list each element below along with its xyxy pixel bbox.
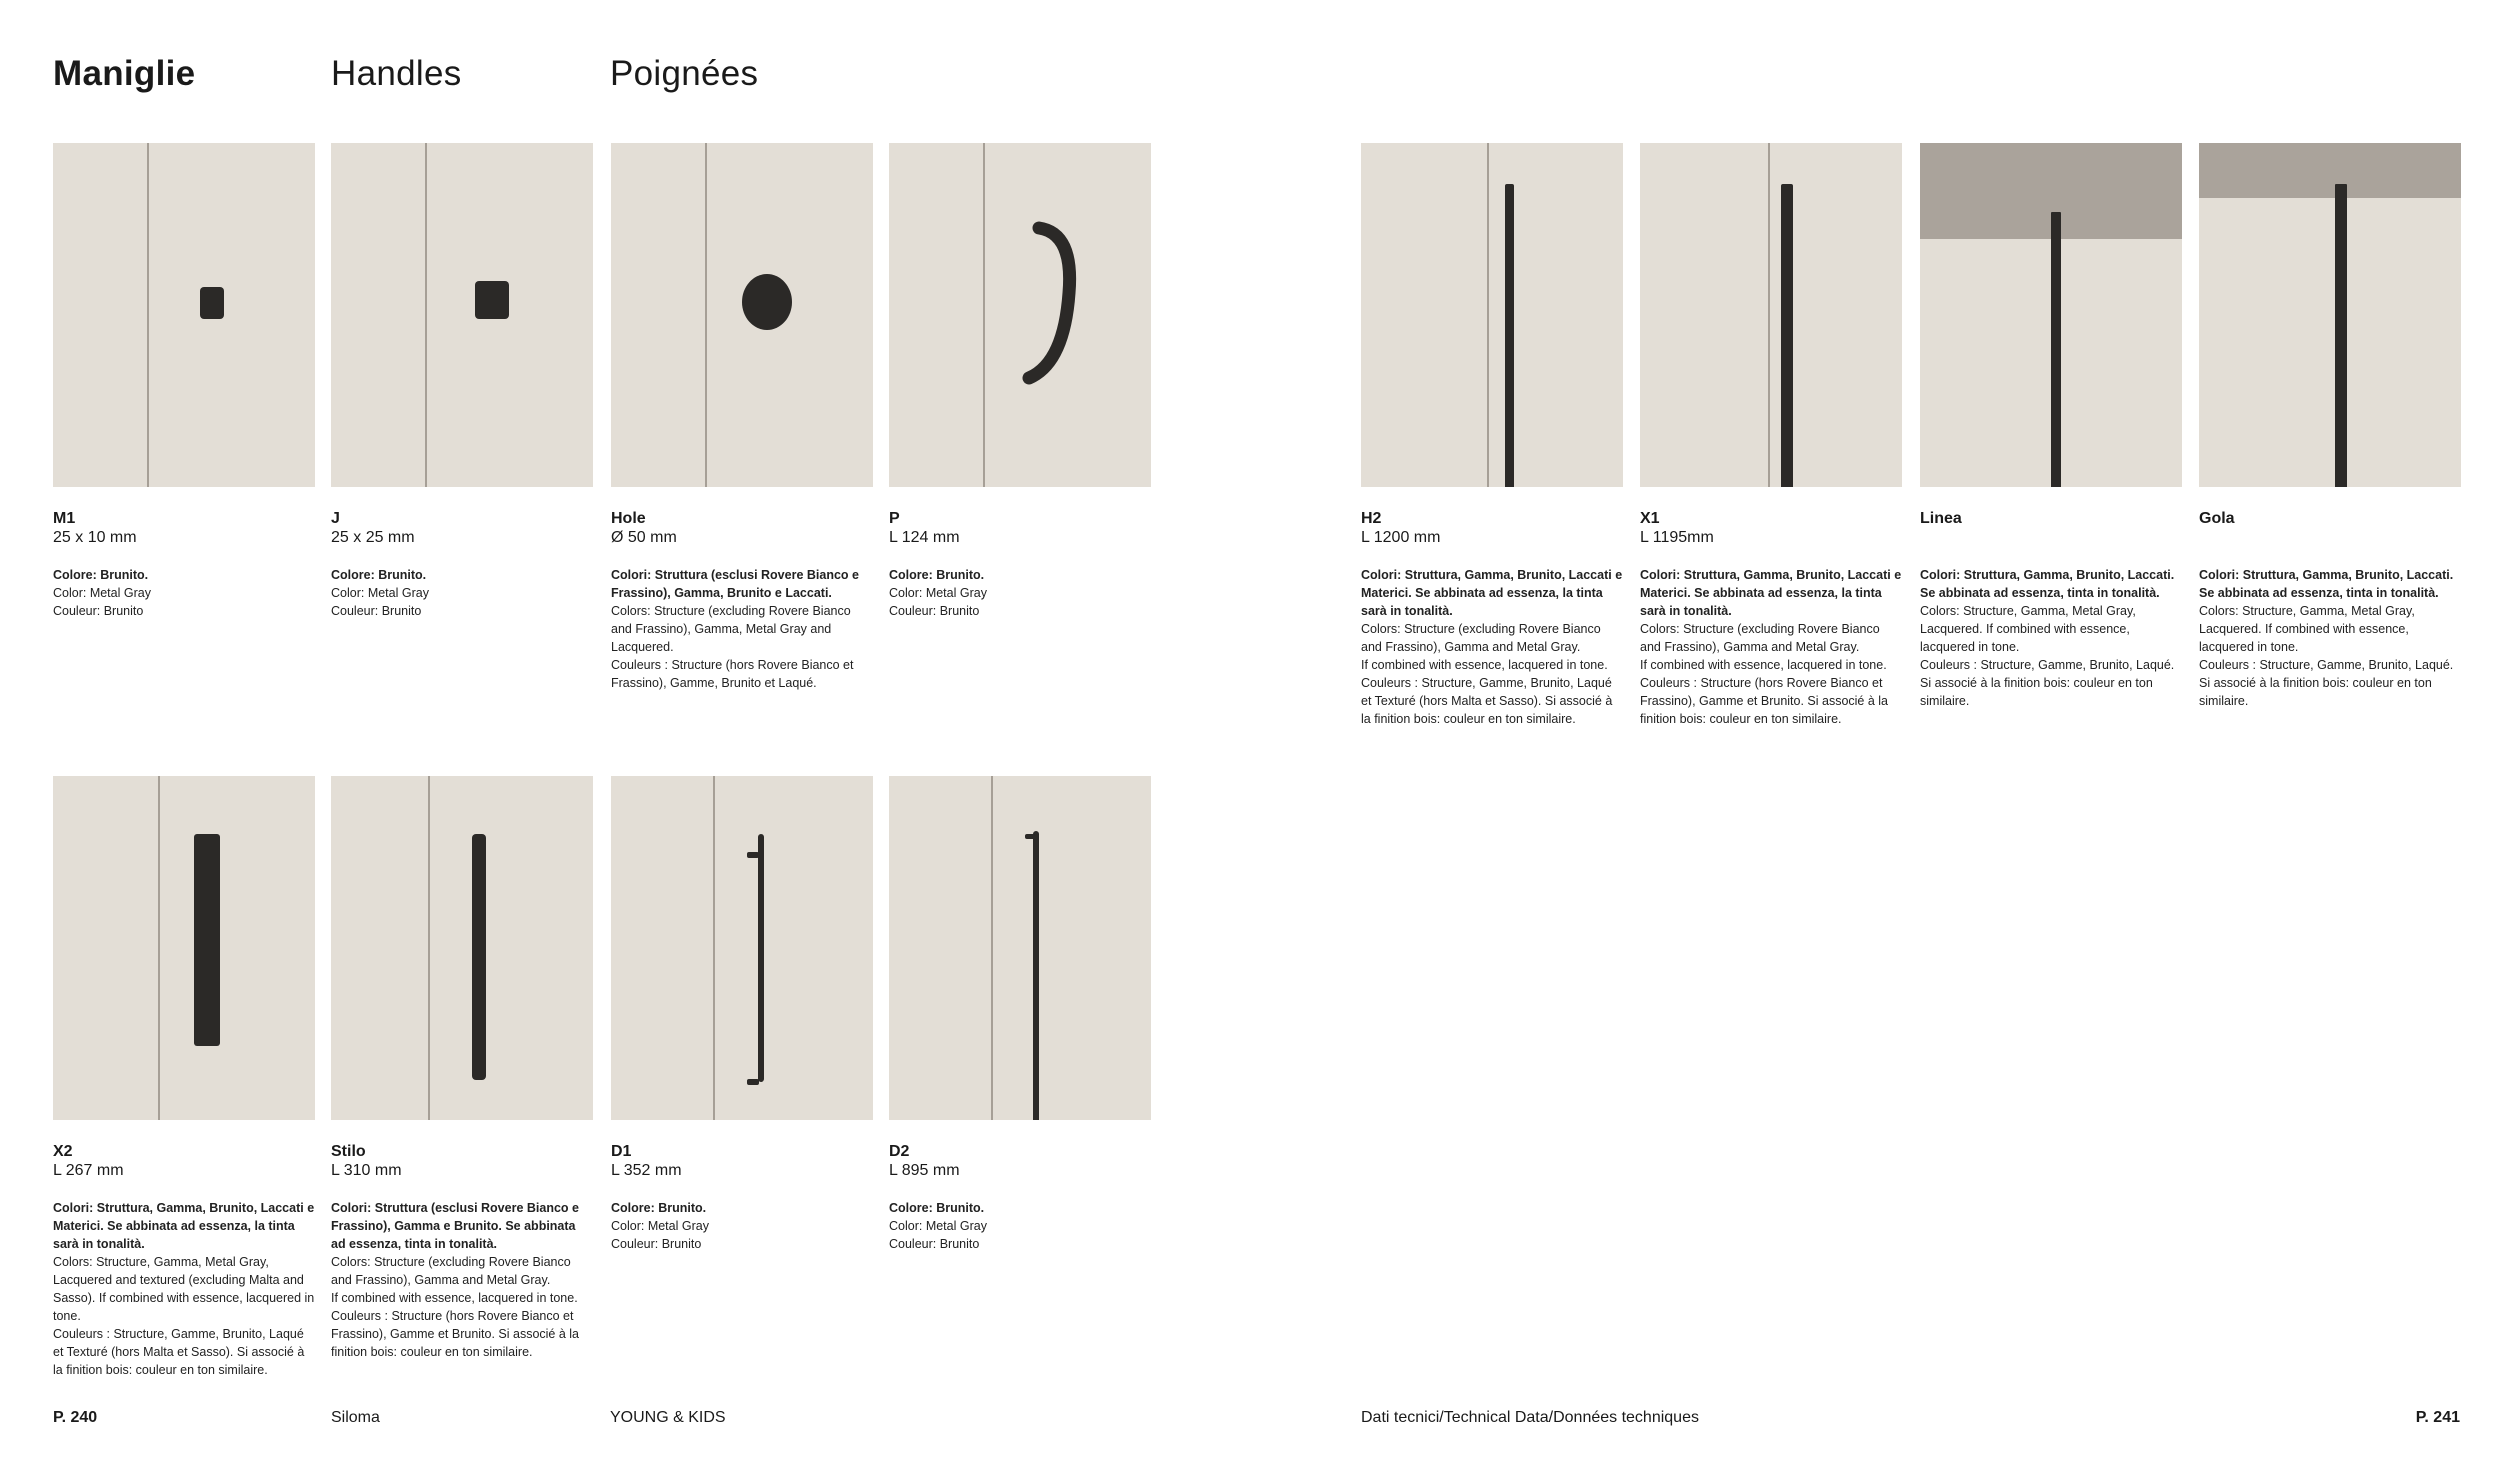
handle-shape (747, 852, 759, 858)
handle-size (2199, 528, 2461, 547)
brand-name: Siloma (331, 1409, 380, 1426)
description-line: Couleurs : Structure (hors Rovere Bianco et Frassino), Gamme et Brunito. Si associé à la finition bois: couleur en ton similaire. (331, 1309, 580, 1359)
description-line: Colors: Structure, Gamma, Metal Gray, Lacquered. If combined with essence, lacquered in tone. (1920, 604, 2136, 654)
handle-photo (889, 143, 1151, 487)
collection-name: YOUNG & KIDS (610, 1409, 726, 1426)
handle-shape (200, 287, 224, 319)
description-line: If combined with essence, lacquered in tone. (1640, 658, 1887, 672)
handle-card-hole (611, 143, 873, 692)
handle-photo (331, 776, 593, 1120)
description-line: Couleurs : Structure, Gamme, Brunito, Laqué. Si associé à la finition bois: couleur en ton similaire. (1920, 658, 2175, 708)
description-line: Colors: Structure, Gamma, Metal Gray, Lacquered. If combined with essence, lacquered in tone. (2199, 604, 2415, 654)
description-line: Couleurs : Structure, Gamme, Brunito, Laqué et Texturé (hors Malta et Sasso). Si associé à la finition bois: couleur en ton similaire. (53, 1327, 305, 1377)
door-seam (1768, 143, 1770, 487)
handle-card-m1 (53, 143, 315, 620)
handle-shape (758, 834, 764, 1082)
handle-card-x2 (53, 776, 315, 1379)
description-italian: Colori: Struttura (esclusi Rovere Bianco e Frassino), Gamma e Brunito. Se abbinata ad essenza, tinta in tonalità. (331, 1201, 579, 1251)
description-italian: Colori: Struttura, Gamma, Brunito, Laccati. Se abbinata ad essenza, tinta in tonalità. (2199, 568, 2454, 600)
handle-name: P (889, 510, 900, 527)
handle-card-x1 (1640, 143, 1902, 728)
handle-card-gola (2199, 143, 2461, 710)
handle-size: L 352 mm (611, 1162, 682, 1179)
handle-size: L 310 mm (331, 1162, 402, 1179)
description-line: If combined with essence, lacquered in tone. (331, 1291, 578, 1305)
description-line: Colors: Structure (excluding Rovere Bianco and Frassino), Gamma and Metal Gray. (1640, 622, 1880, 654)
title-italian: Maniglie (53, 54, 196, 93)
handle-card-h2 (1361, 143, 1623, 728)
door-seam (147, 143, 149, 487)
door-seam (428, 776, 430, 1120)
handle-card-stilo (331, 776, 593, 1361)
description-line: Color: Metal Gray (331, 586, 429, 600)
ceiling-band (2199, 143, 2461, 198)
description-line: Colors: Structure (excluding Rovere Bianco and Frassino), Gamma and Metal Gray. (331, 1255, 571, 1287)
description-italian: Colore: Brunito. (53, 568, 149, 582)
description-italian: Colore: Brunito. (331, 568, 427, 582)
handle-photo (331, 143, 593, 487)
handle-size: 25 x 10 mm (53, 529, 137, 546)
door-seam (713, 776, 715, 1120)
description-line: Colors: Structure, Gamma, Metal Gray, Lacquered and textured (excluding Malta and Sasso). If combined with essence, lacquered in tone. (53, 1255, 315, 1323)
handle-photo (53, 143, 315, 487)
handle-name: Gola (2199, 510, 2235, 527)
handle-card-p (889, 143, 1151, 620)
door-seam (705, 143, 707, 487)
handle-photo (1640, 143, 1902, 487)
handle-name: Hole (611, 510, 646, 527)
handle-size: Ø 50 mm (611, 529, 677, 546)
description-line: Colors: Structure (excluding Rovere Bianco and Frassino), Gamma and Metal Gray. (1361, 622, 1601, 654)
description-italian: Colori: Struttura (esclusi Rovere Bianco e Frassino), Gamma, Brunito e Laccati. (611, 568, 859, 600)
handle-shape (1781, 184, 1793, 487)
handle-name: H2 (1361, 510, 1382, 527)
description-italian: Colori: Struttura, Gamma, Brunito, Laccati e Materici. Se abbinata ad essenza, la tinta sarà in tonalità. (53, 1201, 315, 1251)
description-line: Color: Metal Gray (611, 1219, 709, 1233)
handle-card-j (331, 143, 593, 620)
handle-shape (742, 274, 792, 330)
title-english: Handles (331, 54, 462, 93)
handle-shape (1025, 834, 1035, 839)
page-number-right: P. 241 (2415, 1409, 2460, 1426)
handle-size: L 267 mm (53, 1162, 124, 1179)
door-seam (425, 143, 427, 487)
description-line: Couleurs : Structure, Gamme, Brunito, Laqué et Texturé (hors Malta et Sasso). Si associé à la finition bois: couleur en ton similaire. (1361, 676, 1613, 726)
description-line: Couleur: Brunito (331, 604, 422, 618)
handle-shape (2335, 184, 2347, 487)
door-seam (158, 776, 160, 1120)
handle-shape (475, 281, 509, 319)
handle-size (1920, 528, 2182, 547)
description-line: If combined with essence, lacquered in tone. (1361, 658, 1608, 672)
handle-photo (2199, 143, 2461, 487)
handle-shape (1033, 831, 1039, 1120)
description-line: Couleurs : Structure (hors Rovere Bianco et Frassino), Gamme, Brunito et Laqué. (611, 658, 854, 690)
description-italian: Colori: Struttura, Gamma, Brunito, Laccati. Se abbinata ad essenza, tinta in tonalità. (1920, 568, 2175, 600)
handle-photo (1361, 143, 1623, 487)
description-italian: Colori: Struttura, Gamma, Brunito, Laccati e Materici. Se abbinata ad essenza, la tinta sarà in tonalità. (1640, 568, 1902, 618)
handle-size: L 895 mm (889, 1162, 960, 1179)
handle-shape (194, 834, 220, 1046)
door-seam (991, 776, 993, 1120)
handle-card-d1 (611, 776, 873, 1253)
door-seam (1487, 143, 1489, 487)
title-french: Poignées (610, 54, 759, 93)
handle-name: Stilo (331, 1143, 366, 1160)
description-line: Colors: Structure (excluding Rovere Bianco and Frassino), Gamma, Metal Gray and Lacquered. (611, 604, 851, 654)
handle-name: D1 (611, 1143, 632, 1160)
handle-shape (747, 1079, 759, 1085)
handle-name: D2 (889, 1143, 910, 1160)
section-title-rest: /Technical Data/Données techniques (1439, 1409, 1699, 1426)
handle-size: L 1195mm (1640, 529, 1714, 546)
section-title (1361, 1409, 1699, 1427)
handle-shape (1505, 184, 1514, 487)
handle-card-d2 (889, 776, 1151, 1253)
description-line: Color: Metal Gray (889, 1219, 987, 1233)
handle-photo (889, 776, 1151, 1120)
handle-photo (53, 776, 315, 1120)
description-line: Color: Metal Gray (889, 586, 987, 600)
description-italian: Colore: Brunito. (611, 1201, 707, 1215)
description-italian: Colore: Brunito. (889, 568, 985, 582)
description-line: Couleurs : Structure, Gamme, Brunito, Laqué. Si associé à la finition bois: couleur en ton similaire. (2199, 658, 2454, 708)
handle-photo (611, 143, 873, 487)
handle-shape (889, 143, 1151, 487)
handle-name: M1 (53, 510, 76, 527)
handle-name: J (331, 510, 340, 527)
description-italian: Colori: Struttura, Gamma, Brunito, Laccati e Materici. Se abbinata ad essenza, la tinta sarà in tonalità. (1361, 568, 1623, 618)
handle-name: X1 (1640, 510, 1660, 527)
page-number-left: P. 240 (53, 1409, 98, 1426)
description-line: Couleur: Brunito (611, 1237, 702, 1251)
handle-shape (472, 834, 486, 1080)
handle-size: 25 x 25 mm (331, 529, 415, 546)
handle-card-linea (1920, 143, 2182, 710)
section-title-bold: Dati tecnici (1361, 1409, 1440, 1426)
description-italian: Colore: Brunito. (889, 1201, 985, 1215)
description-line: Couleur: Brunito (889, 604, 980, 618)
handle-size: L 1200 mm (1361, 529, 1441, 546)
handle-shape (2051, 212, 2061, 487)
description-line: Couleur: Brunito (53, 604, 144, 618)
handle-photo (611, 776, 873, 1120)
handle-photo (1920, 143, 2182, 487)
handle-name: X2 (53, 1143, 73, 1160)
description-line: Couleurs : Structure (hors Rovere Bianco et Frassino), Gamme et Brunito. Si associé à la finition bois: couleur en ton similaire. (1640, 676, 1889, 726)
handle-name: Linea (1920, 510, 1962, 527)
description-line: Color: Metal Gray (53, 586, 151, 600)
handle-size: L 124 mm (889, 529, 960, 546)
description-line: Couleur: Brunito (889, 1237, 980, 1251)
